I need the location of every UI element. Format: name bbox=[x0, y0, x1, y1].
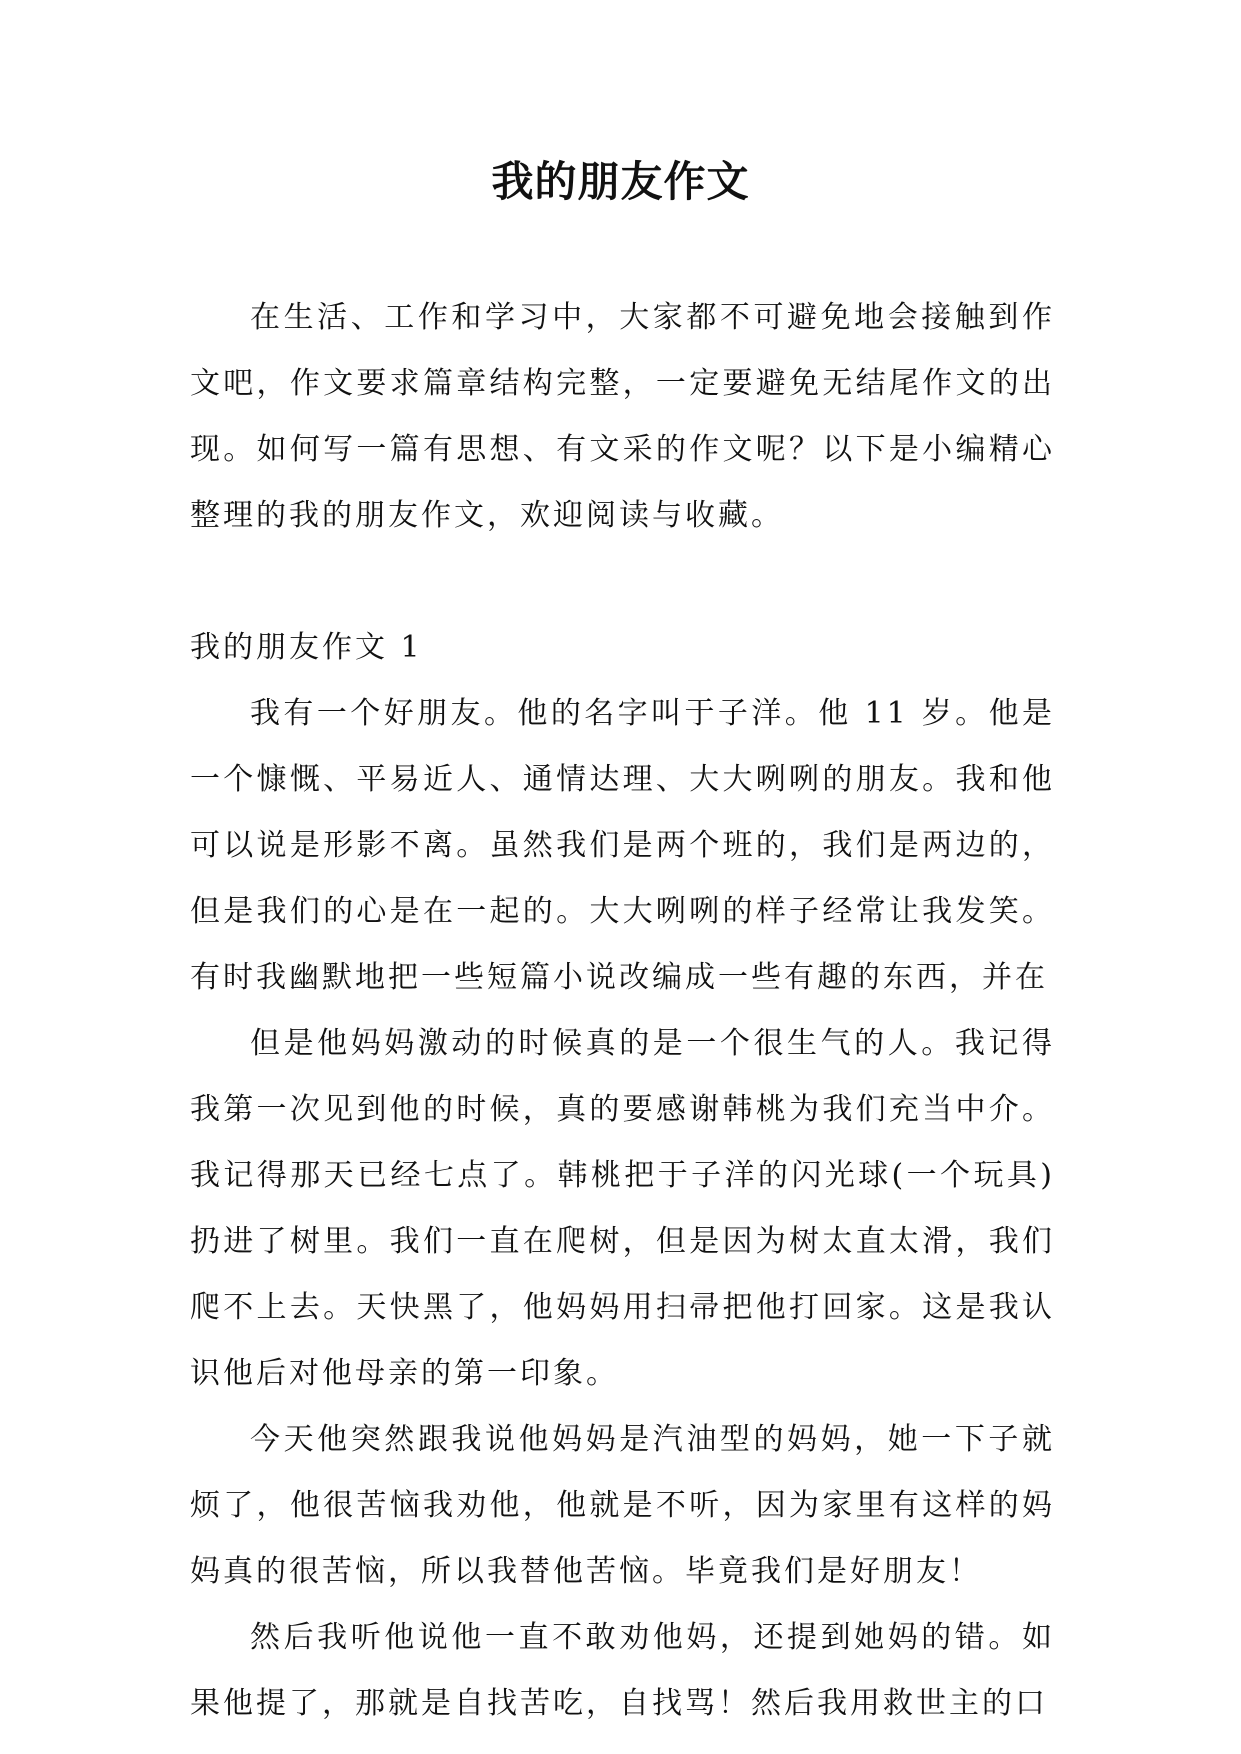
intro-paragraph: 在生活、工作和学习中，大家都不可避免地会接触到作文吧，作文要求篇章结构完整，一定要避免无结尾作文的出现。如何写一篇有思想、有文采的作文呢？以下是小编精心整理的我的朋友作文，欢迎阅读与收藏。 bbox=[190, 300, 1055, 533]
document-title: 我的朋友作文 bbox=[491, 157, 750, 206]
body-paragraph: 今天他突然跟我说他妈妈是汽油型的妈妈，她一下子就烦了，他很苦恼我劝他，他就是不听，因为家里有这样的妈妈真的很苦恼，所以我替他苦恼。毕竟我们是好朋友！ bbox=[190, 1422, 1055, 1589]
body-paragraph: 然后我听他说他一直不敢劝他妈，还提到她妈的错。如果他提了，那就是自找苦吃，自找骂！然后我用救世主的口 bbox=[190, 1620, 1055, 1721]
document-body bbox=[190, 285, 1055, 1737]
section-title: 我的朋友作文 1 bbox=[190, 630, 423, 665]
body-paragraph: 但是他妈妈激动的时候真的是一个很生气的人。我记得我第一次见到他的时候，真的要感谢韩桃为我们充当中介。我记得那天已经七点了。韩桃把于子洋的闪光球(一个玩具)扔进了树里。我们一直在爬树，但是因为树太直太滑，我们爬不上去。天快黑了，他妈妈用扫帚把他打回家。这是我认识他后对他母亲的第一印象。 bbox=[190, 1026, 1055, 1391]
body-paragraph: 我有一个好朋友。他的名字叫于子洋。他 11 岁。他是一个慷慨、平易近人、通情达理、大大咧咧的朋友。我和他可以说是形影不离。虽然我们是两个班的，我们是两边的，但是我们的心是在一起的。大大咧咧的样子经常让我发笑。有时我幽默地把一些短篇小说改编成一些有趣的东西，并在 bbox=[190, 696, 1055, 995]
